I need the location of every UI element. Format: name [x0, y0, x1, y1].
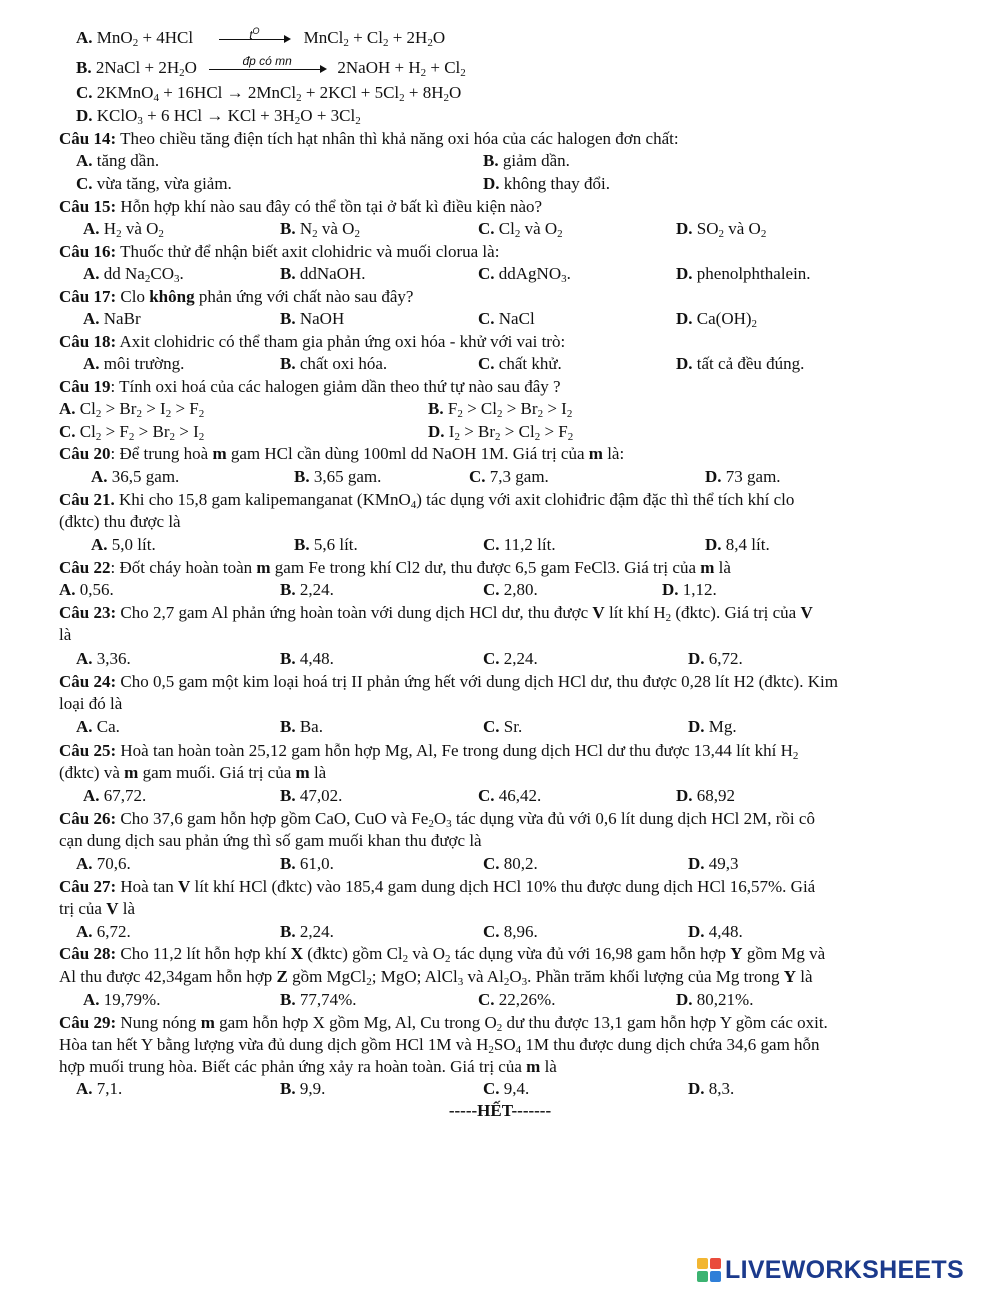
question-21-cont: (đktc) thu được là	[59, 512, 181, 531]
q28-option-c[interactable]: C. 22,26%.	[478, 990, 556, 1009]
q16-option-a[interactable]: A. dd $Na_2CO_3$.	[83, 264, 184, 285]
q20-option-a[interactable]: A. 36,5 gam.	[91, 467, 180, 486]
q25-option-b[interactable]: B. 47,02.	[280, 786, 343, 805]
q26-option-b[interactable]: B. 61,0.	[280, 854, 334, 873]
q24-option-c[interactable]: C. Sr.	[483, 717, 523, 736]
q22-option-c[interactable]: C. 2,80.	[483, 580, 538, 599]
q15-option-c[interactable]: C. $Cl_2$ và $O_2$	[478, 219, 563, 240]
q26-option-c[interactable]: C. 80,2.	[483, 854, 538, 873]
q21-option-c[interactable]: C. 11,2 lít.	[483, 535, 556, 554]
question-19: Câu 19: Tính oxi hoá của các halogen giảm dần theo thứ tự nào sau đây ?	[59, 377, 561, 396]
question-26: Câu 26: Cho 37,6 gam hỗn hợp gồm CaO, CuO và $Fe_2O_3$ tác dụng vừa đủ với 0,6 lít dung dịch HCl 2M, rồi cô	[59, 809, 815, 830]
q16-option-b[interactable]: B. ddNaOH.	[280, 264, 366, 283]
q29-option-c[interactable]: C. 9,4.	[483, 1079, 530, 1098]
q29-option-a[interactable]: A. 7,1.	[76, 1079, 123, 1098]
q18-option-a[interactable]: A. môi trường.	[83, 354, 185, 373]
q27-option-a[interactable]: A. 6,72.	[76, 922, 131, 941]
q17-option-c[interactable]: C. NaCl	[478, 309, 535, 328]
question-20: Câu 20: Để trung hoà m gam HCl cần dùng 100ml dd NaOH 1M. Giá trị của m là:	[59, 444, 625, 463]
q17-option-a[interactable]: A. NaBr	[83, 309, 141, 328]
question-24-cont: loại đó là	[59, 694, 123, 713]
q18-option-b[interactable]: B. chất oxi hóa.	[280, 354, 388, 373]
q25-option-d[interactable]: D. 68,92	[676, 786, 736, 805]
q18-option-d[interactable]: D. tất cả đều đúng.	[676, 354, 805, 373]
question-14: Câu 14: Theo chiều tăng điện tích hạt nhân thì khả năng oxi hóa của các halogen đơn chất:	[59, 129, 679, 148]
q16-option-d[interactable]: D. phenolphthalein.	[676, 264, 811, 283]
q19-option-a[interactable]: A. $Cl_2 > Br_2 > I_2 > F_2$	[59, 399, 205, 420]
q20-option-d[interactable]: D. 73 gam.	[705, 467, 781, 486]
q23-option-d[interactable]: D. 6,72.	[688, 649, 743, 668]
q14-option-d[interactable]: D. không thay đổi.	[483, 174, 611, 193]
q25-option-c[interactable]: C. 46,42.	[478, 786, 542, 805]
q17-option-d[interactable]: D. $Ca(OH)_2$	[676, 309, 758, 330]
reaction-arrow-icon: đp có mn	[207, 57, 327, 79]
q27-option-d[interactable]: D. 4,48.	[688, 922, 743, 941]
q22-option-a[interactable]: A. 0,56.	[59, 580, 114, 599]
q14-option-c[interactable]: C. vừa tăng, vừa giảm.	[76, 174, 232, 193]
liveworksheets-logo	[697, 1256, 964, 1284]
q21-option-d[interactable]: D. 8,4 lít.	[705, 535, 770, 554]
q22-option-d[interactable]: D. 1,12.	[662, 580, 717, 599]
question-23-cont: là	[59, 625, 72, 644]
reaction-c: C. 2KMnO$_4$ + 16HCl → 2MnCl$_2$ + $2KCl + 5Cl_2 + 8H_2O$	[76, 83, 462, 104]
question-29-cont-2: hợp muối trung hòa. Biết các phản ứng xảy ra hoàn toàn. Giá trị của m là	[59, 1057, 557, 1076]
reaction-arrow-icon: $t^O$	[217, 27, 291, 49]
q29-option-d[interactable]: D. 8,3.	[688, 1079, 735, 1098]
question-16: Câu 16: Thuốc thử để nhận biết axit clohidric và muối clorua là:	[59, 242, 500, 261]
question-18: Câu 18: Axit clohidric có thể tham gia phản ứng oxi hóa - khử với vai trò:	[59, 332, 566, 351]
end-marker: -----HẾT-------	[448, 1101, 552, 1120]
question-29: Câu 29: Nung nóng m gam hỗn hợp X gồm Mg, Al, Cu trong $O_2$ dư thu được 13,1 gam hỗn hợp Y gồm các oxit.	[59, 1013, 828, 1034]
q17-option-b[interactable]: B. NaOH	[280, 309, 345, 328]
q19-option-b[interactable]: B. $F_2 > Cl_2 > Br_2 > I_2$	[428, 399, 573, 420]
q21-option-b[interactable]: B. 5,6 lít.	[294, 535, 358, 554]
question-17: Câu 17: Clo không phản ứng với chất nào sau đây?	[59, 287, 414, 306]
q23-option-a[interactable]: A. 3,36.	[76, 649, 131, 668]
q28-option-b[interactable]: B. 77,74%.	[280, 990, 357, 1009]
q15-option-b[interactable]: B. $N_2$ và $O_2$	[280, 219, 360, 240]
q26-option-a[interactable]: A. 70,6.	[76, 854, 131, 873]
question-25-cont: (đktc) và m gam muối. Giá trị của m là	[59, 763, 327, 782]
q27-option-c[interactable]: C. 8,96.	[483, 922, 538, 941]
q14-option-a[interactable]: A. tăng dần.	[76, 151, 160, 170]
question-25: Câu 25: Hoà tan hoàn toàn 25,12 gam hỗn hợp Mg, Al, Fe trong dung dịch HCl dư thu được 13,44 lít khí $H_2$	[59, 741, 799, 762]
q28-option-d[interactable]: D. 80,21%.	[676, 990, 754, 1009]
q23-option-b[interactable]: B. 4,48.	[280, 649, 334, 668]
question-28-cont: Al thu được 42,34gam hỗn hợp Z gồm MgCl$_2$; MgO; AlCl$_3$ và $Al_2O_3$. Phần trăm khối lượng của Mg trong Y là	[59, 967, 813, 988]
q20-option-c[interactable]: C. 7,3 gam.	[469, 467, 549, 486]
q23-option-c[interactable]: C. 2,24.	[483, 649, 538, 668]
q15-option-a[interactable]: A. $H_2$ và $O_2$	[83, 219, 164, 240]
q25-option-a[interactable]: A. 67,72.	[83, 786, 147, 805]
liveworksheets-logo-icon	[697, 1258, 721, 1282]
question-26-cont: cạn dung dịch sau phản ứng thì số gam muối khan thu được là	[59, 831, 482, 850]
q26-option-d[interactable]: D. 49,3	[688, 854, 739, 873]
q21-option-a[interactable]: A. 5,0 lít.	[91, 535, 156, 554]
q24-option-d[interactable]: D. Mg.	[688, 717, 737, 736]
question-24: Câu 24: Cho 0,5 gam một kim loại hoá trị II phản ứng hết với dung dịch HCl dư, thu được 0,28 lít H2 (đktc). Kim	[59, 672, 838, 691]
q19-option-d[interactable]: D. $I_2 > Br_2 > Cl_2 > F_2$	[428, 422, 574, 443]
q29-option-b[interactable]: B. 9,9.	[280, 1079, 326, 1098]
reaction-b: B. 2NaCl + $2H_2O$ đp có mn 2NaOH + $H_2 + Cl_2$	[76, 54, 466, 79]
question-23: Câu 23: Cho 2,7 gam Al phản ứng hoàn toàn với dung dịch HCl dư, thu được V lít khí $H_2$ (đktc). Giá trị của V	[59, 603, 813, 624]
question-21: Câu 21. Khi cho 15,8 gam kalipemanganat (KMnO$_4$) tác dụng với axit clohiđric đậm đặc thì thể tích khí clo	[59, 490, 795, 511]
q16-option-c[interactable]: C. ddAgNO$_3$.	[478, 264, 571, 285]
q27-option-b[interactable]: B. 2,24.	[280, 922, 334, 941]
q22-option-b[interactable]: B. 2,24.	[280, 580, 334, 599]
question-15: Câu 15: Hỗn hợp khí nào sau đây có thể tồn tại ở bất kì điều kiện nào?	[59, 197, 543, 216]
q24-option-a[interactable]: A. Ca.	[76, 717, 120, 736]
q24-option-b[interactable]: B. Ba.	[280, 717, 323, 736]
question-27-cont: trị của V là	[59, 899, 136, 918]
brand-name: LIVEWORKSHEETS	[725, 1255, 964, 1284]
reaction-a: A. MnO$_2$ + 4HCl $t^O$ MnCl$_2$ + $Cl_2 + 2H_2O$	[76, 26, 446, 49]
q28-option-a[interactable]: A. 19,79%.	[83, 990, 161, 1009]
q20-option-b[interactable]: B. 3,65 gam.	[294, 467, 382, 486]
question-27: Câu 27: Hoà tan V lít khí HCl (đktc) vào 185,4 gam dung dịch HCl 10% thu được dung dịch HCl 16,57%. Giá	[59, 877, 816, 896]
question-29-cont: Hòa tan hết Y bằng lượng vừa đủ dung dịch gồm HCl 1M và $H_2SO_4$ 1M thu được dung dịch chứa 34,6 gam hỗn	[59, 1035, 820, 1056]
q18-option-c[interactable]: C. chất khử.	[478, 354, 562, 373]
reaction-d: D. KClO$_3$ + 6 HCl → KCl + $3H_2O + 3Cl_2$	[76, 106, 361, 127]
question-22: Câu 22: Đốt cháy hoàn toàn m gam Fe trong khí Cl2 dư, thu được 6,5 gam FeCl3. Giá trị của m là	[59, 558, 731, 577]
q14-option-b[interactable]: B. giảm dần.	[483, 151, 570, 170]
q15-option-d[interactable]: D. $SO_2$ và $O_2$	[676, 219, 767, 240]
q19-option-c[interactable]: C. $Cl_2 > F_2 > Br_2 > I_2$	[59, 422, 205, 443]
question-28: Câu 28: Cho 11,2 lít hỗn hợp khí X (đktc) gồm $Cl_2$ và $O_2$ tác dụng vừa đủ với 16,98 gam hỗn hợp Y gồm Mg và	[59, 944, 826, 965]
